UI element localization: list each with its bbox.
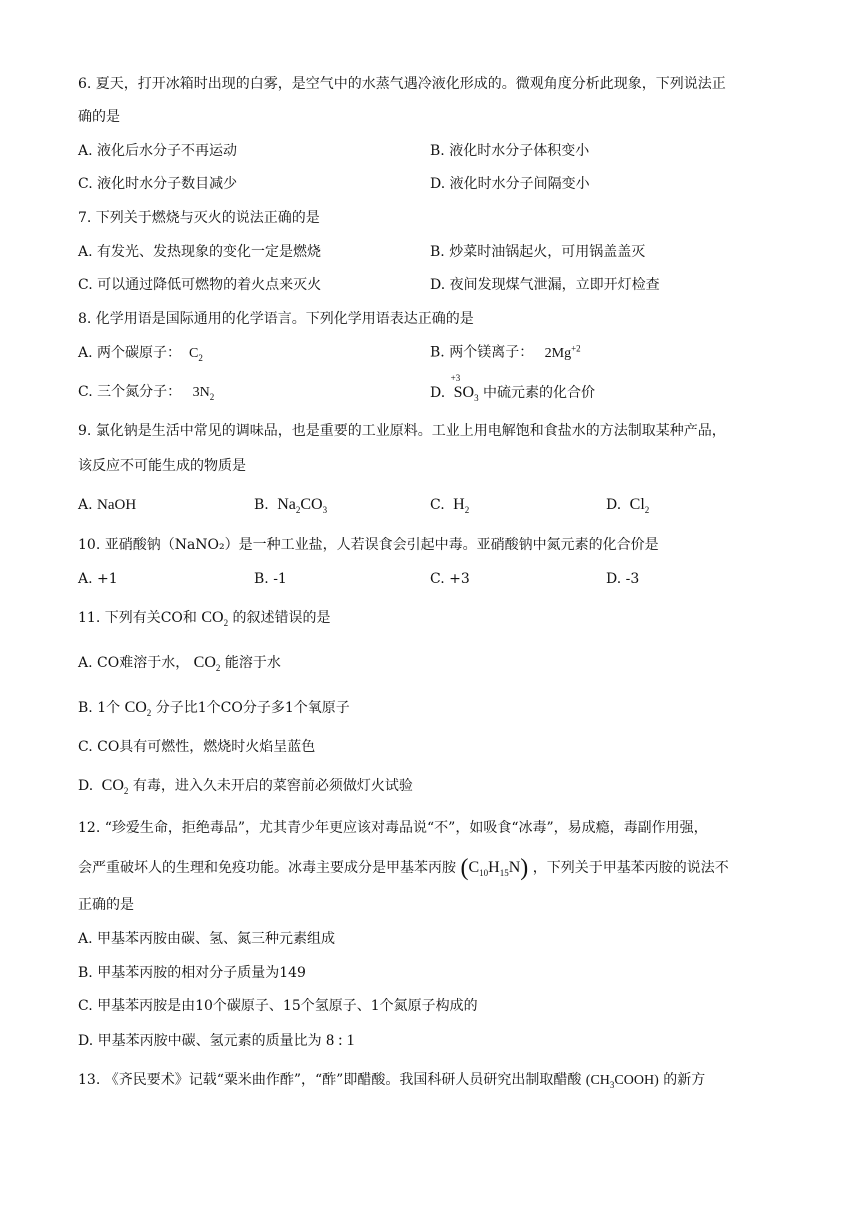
q13-stem-post: 的新方 — [663, 1072, 706, 1088]
q9-option-c-label: C. — [430, 497, 445, 513]
q11-option-d-formula: $CO_2$ — [97, 777, 129, 797]
q12-stem-line1: 12. “珍爱生命，拒绝毒品”，尤其青少年更应该对毒品说“不”，如吸食“冰毒”，易成瘾，毒副作用强， — [78, 820, 708, 836]
q8-option-a — [78, 346, 203, 363]
q8-option-a-formula: $C_2$ — [185, 346, 203, 363]
q6-option-b: B. 液化时水分子体积变小 — [430, 143, 590, 159]
q12-stem-line2-pre: 会严重破坏人的生理和免疫功能。冰毒主要成分是甲基苯丙胺 — [78, 860, 456, 876]
q10-option-c: C. +3 — [430, 571, 470, 587]
q11-option-b-pre: B. 1个 — [78, 700, 121, 716]
q9-option-a-label: A. — [78, 497, 93, 513]
q10-option-a: A. +1 — [78, 571, 118, 587]
q10-stem: 10. 亚硝酸钠（NaNO₂）是一种工业盐，人若误食会引起中毒。亚硝酸钠中氮元素的化合价是 — [78, 537, 659, 553]
q6-option-c: C. 液化时水分子数目减少 — [78, 176, 238, 192]
q8-option-b-formula: $2Mg^{+2}$ — [537, 343, 581, 361]
q8-option-b-label: B. 两个镁离子： — [430, 344, 534, 361]
q9-option-d-label: D. — [606, 497, 622, 513]
q9-option-d — [606, 497, 649, 515]
q11-option-d-pre: D. — [78, 778, 94, 794]
q12-option-c: C. 甲基苯丙胺是由10个碳原子、15个氢原子、1个氮原子构成的 — [78, 998, 478, 1014]
q6-stem-line1: 6. 夏天，打开冰箱时出现的白雾，是空气中的水蒸气遇冷液化形成的。微观角度分析此现象，下列说法正 — [78, 76, 726, 92]
q6-option-d: D. 液化时水分子间隔变小 — [430, 176, 590, 192]
q11-option-a-formula: $CO_2$ — [193, 654, 221, 674]
q11-option-a-post: 能溶于水 — [224, 655, 281, 671]
q12-option-d-pre: D. 甲基苯丙胺中碳、氢元素的质量比为 — [78, 1033, 322, 1049]
q7-option-a: A. 有发光、发热现象的变化一定是燃烧 — [78, 244, 322, 260]
q7-option-d: D. 夜间发现煤气泄漏，立即开灯检查 — [430, 277, 660, 293]
q8-option-d — [430, 373, 596, 404]
q11-stem-formula: $CO_2$ — [201, 609, 229, 629]
q10-option-d: D. -3 — [606, 571, 640, 587]
q13-formula: $(CH_3COOH)$ — [585, 1073, 659, 1090]
q9-option-c-formula: $H_2$ — [449, 496, 470, 516]
q12-option-a: A. 甲基苯丙胺由碳、氢、氮三种元素组成 — [78, 931, 336, 947]
q11-stem-pre: 11. 下列有关CO和 — [78, 610, 197, 626]
q11-option-d — [78, 778, 413, 796]
q7-stem: 7. 下列关于燃烧与灭火的说法正确的是 — [78, 210, 320, 226]
q11-option-a — [78, 655, 281, 673]
q7-option-b: B. 炒菜时油锅起火，可用锅盖盖灭 — [430, 244, 646, 260]
q8-option-c-label: C. 三个氮分子： — [78, 384, 182, 400]
q8-option-d-formula: +3 $SO_3$ — [450, 373, 479, 404]
q12-stem-line2-post: ，下列关于甲基苯丙胺的说法不 — [532, 860, 729, 876]
q12-option-b: B. 甲基苯丙胺的相对分子质量为149 — [78, 965, 306, 981]
q9-option-a — [78, 498, 136, 513]
q9-option-b-formula: $Na_2CO_3$ — [273, 496, 328, 516]
q9-option-a-formula: NaOH — [97, 497, 137, 513]
q8-option-d-tail: 中硫元素的化合价 — [483, 385, 596, 401]
q13-stem-pre: 13. 《齐民要术》记载“粟米曲作酢”，“酢”即醋酸。我国科研人员研究出制取醋酸 — [78, 1072, 582, 1088]
q9-option-d-formula: $Cl_2$ — [625, 496, 650, 516]
q8-option-a-label: A. 两个碳原子： — [78, 345, 182, 361]
q12-stem-line2 — [78, 856, 729, 880]
q11-option-a-pre: A. CO难溶于水， — [78, 655, 190, 671]
q8-option-d-label: D. — [430, 385, 446, 401]
q8-stem: 8. 化学用语是国际通用的化学语言。下列化学用语表达正确的是 — [78, 311, 474, 327]
q9-option-b — [254, 497, 327, 515]
q11-stem — [78, 610, 331, 628]
q11-option-b — [78, 700, 350, 718]
q8-option-c-formula: $3N_2$ — [185, 385, 215, 402]
q13-stem — [78, 1073, 705, 1090]
q11-stem-post: 的叙述错误的是 — [232, 610, 331, 626]
q11-option-c: C. CO具有可燃性，燃烧时火焰呈蓝色 — [78, 739, 316, 755]
q11-option-d-post: 有毒，进入久未开启的菜窖前必须做灯火试验 — [132, 778, 413, 794]
q11-option-b-post: 分子比1个CO分子多1个氧原子 — [155, 700, 350, 716]
q9-stem-line2: 该反应不可能生成的物质是 — [78, 458, 246, 474]
q7-option-c: C. 可以通过降低可燃物的着火点来灭火 — [78, 277, 322, 293]
q9-option-b-label: B. — [254, 497, 269, 513]
q12-formula: $(C_{10}H_{15}N)$ — [460, 855, 529, 881]
q8-option-b — [430, 344, 581, 361]
q8-option-c — [78, 385, 214, 402]
q11-option-b-formula: $CO_2$ — [124, 699, 152, 719]
q12-stem-line3: 正确的是 — [78, 897, 134, 913]
q6-stem-line2: 确的是 — [78, 109, 120, 125]
q12-option-d — [78, 1033, 355, 1049]
q9-stem-line1: 9. 氯化钠是生活中常见的调味品，也是重要的工业原料。工业上用电解饱和食盐水的方法制取某种产品， — [78, 423, 726, 439]
q10-option-b: B. -1 — [254, 571, 287, 587]
q9-option-c — [430, 497, 469, 515]
q12-option-d-ratio: 8 : 1 — [326, 1032, 355, 1049]
q6-option-a: A. 液化后水分子不再运动 — [78, 143, 238, 159]
